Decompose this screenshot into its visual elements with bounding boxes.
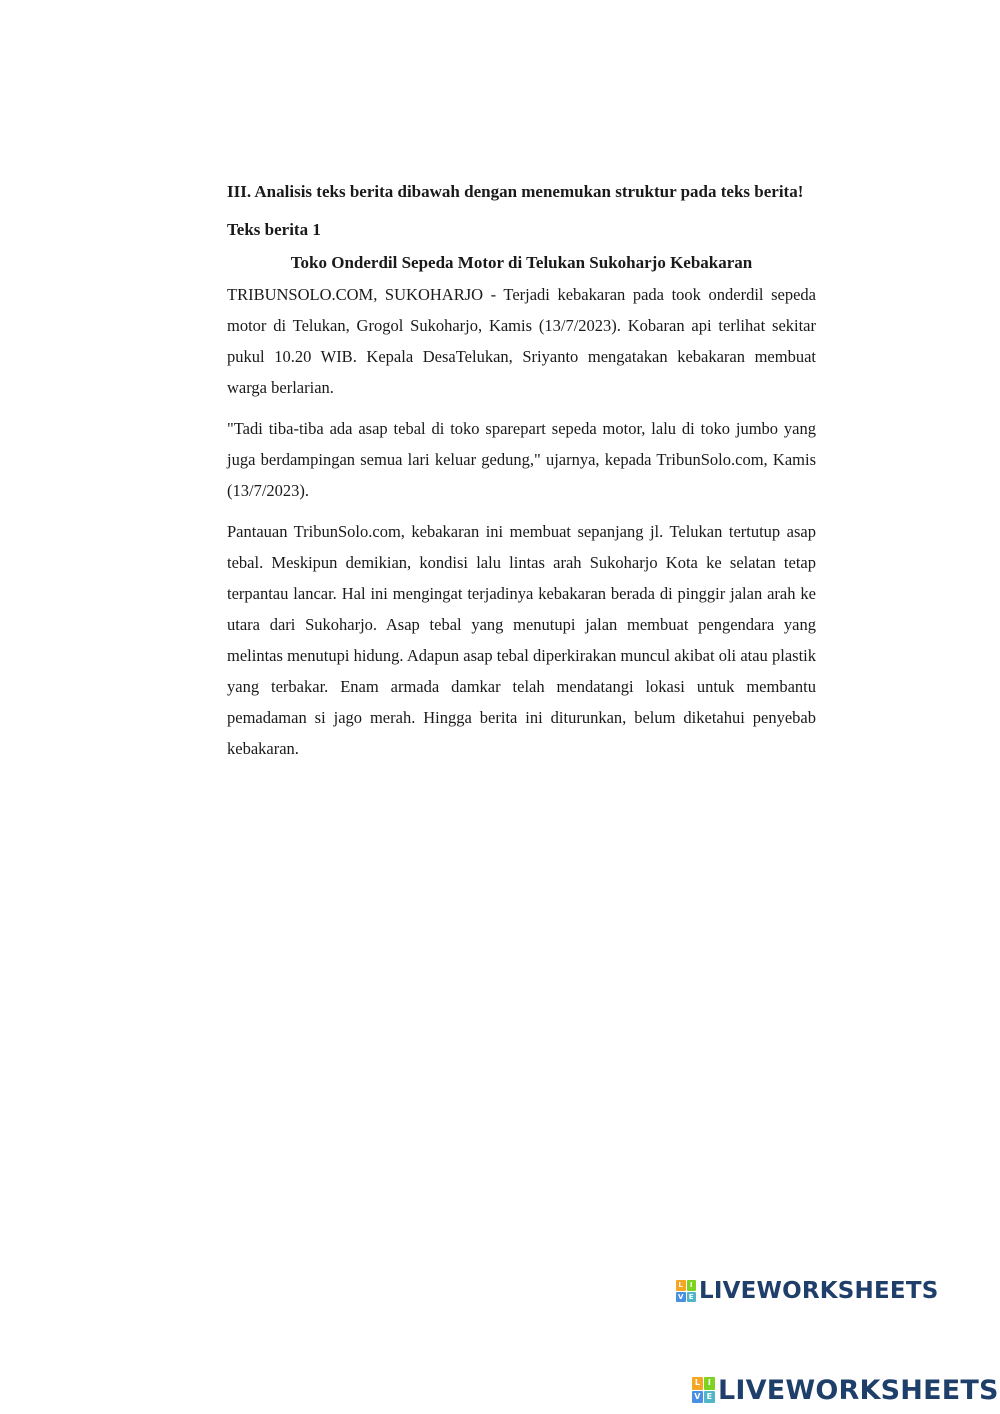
article-paragraph-2: "Tadi tiba-tiba ada asap tebal di toko sparepart sepeda motor, lalu di toko jumbo yang juga berdampingan semua lari keluar gedung," ujarnya, kepada TribunSolo.com, Kamis (13/7/2023).: [227, 419, 816, 500]
liveworksheets-footer-logo: [692, 1373, 999, 1407]
liveworksheets-footer-logo-text: LIVEWORKSHEETS: [718, 1374, 999, 1406]
logo-tile-v: V: [692, 1391, 703, 1404]
article-paragraph-3: Pantauan TribunSolo.com, kebakaran ini membuat sepanjang jl. Telukan tertutup asap tebal. Meskipun demikian, kondisi lalu lintas arah Sukoharjo Kota ke selatan tetap terpantau lancar. Hal ini mengingat terjadinya kebakaran berada di pinggir jalan arah ke utara dari Sukoharjo. Asap tebal yang menutupi jalan membuat pengendara yang melintas menutupi hidung. Adapun asap tebal diperkirakan muncul akibat oli atau plastik yang terbakar. Enam armada damkar telah mendatangi lokasi untuk membantu pemadaman si jago merah. Hingga berita ini diturunkan, belum diketahui penyebab kebakaran.: [227, 522, 816, 758]
worksheet-content: [227, 181, 816, 774]
logo-tile-l: L: [692, 1377, 703, 1390]
logo-tile-i: I: [687, 1280, 697, 1291]
logo-tile-v: V: [677, 1292, 684, 1301]
logo-tile-l: L: [676, 1280, 686, 1291]
liveworksheets-logo-text: LIVEWORKSHEETS: [699, 1278, 939, 1304]
liveworksheets-footer-logo-icon: [692, 1377, 715, 1403]
article-title: Toko Onderdil Sepeda Motor di Telukan Sukoharjo Kebakaran: [290, 253, 753, 272]
text-subheading: Teks berita 1: [227, 220, 321, 239]
liveworksheets-logo: [676, 1276, 938, 1306]
liveworksheets-logo-icon: [676, 1280, 696, 1302]
logo-tile-e: E: [687, 1292, 697, 1303]
question-heading: III. Analisis teks berita dibawah dengan menemukan struktur pada teks berita!: [227, 182, 804, 201]
logo-tile-i: I: [704, 1377, 715, 1390]
article-paragraph-1: TRIBUNSOLO.COM, SUKOHARJO - Terjadi kebakaran pada took onderdil sepeda motor di Telukan, Grogol Sukoharjo, Kamis (13/7/2023). Kobaran api terlihat sekitar pukul 10.20 WIB. Kepala DesaTelukan, Sriyanto mengatakan kebakaran membuat warga berlarian.: [227, 285, 816, 397]
logo-tile-e: E: [704, 1391, 715, 1404]
